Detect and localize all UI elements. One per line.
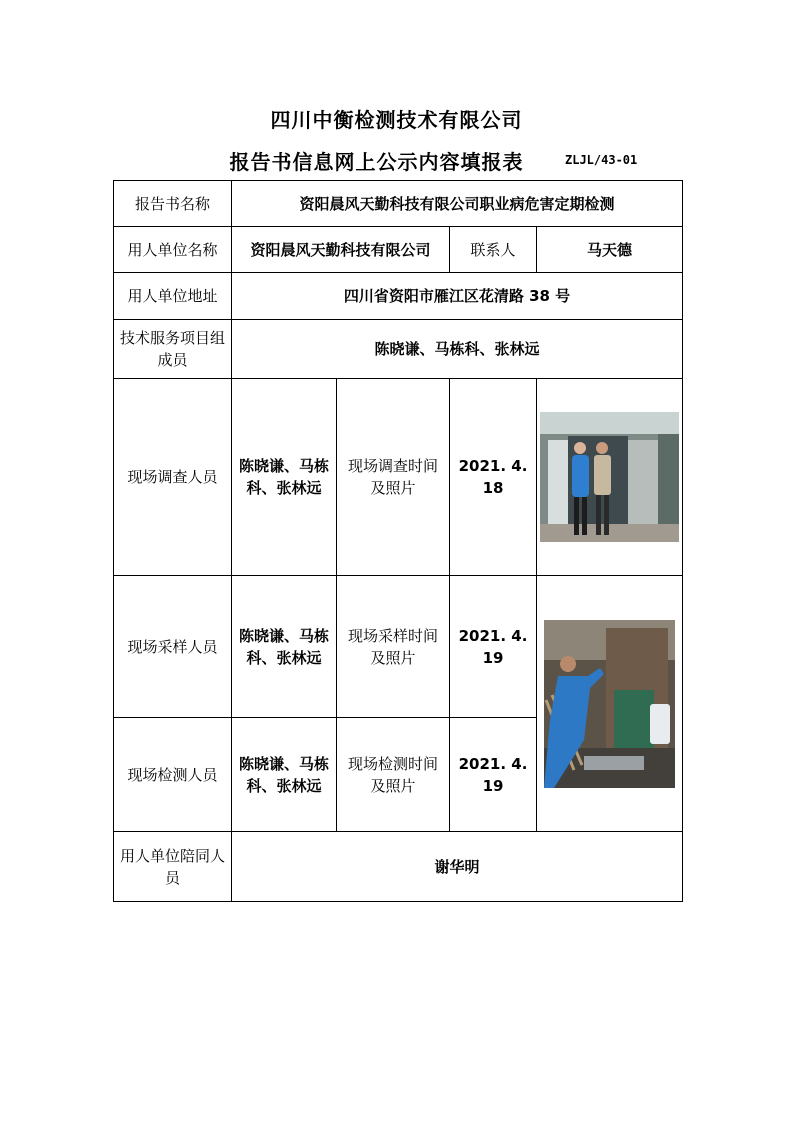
survey-time-label: 现场调查时间及照片	[337, 379, 450, 576]
row-team	[114, 320, 683, 379]
sampling-label: 现场采样人员	[114, 576, 232, 718]
sampling-photo-cell	[537, 576, 683, 832]
contact-label: 联系人	[450, 227, 537, 273]
report-name-label: 报告书名称	[114, 181, 232, 227]
company-name: 四川中衡检测技术有限公司	[270, 108, 523, 132]
address-label: 用人单位地址	[114, 273, 232, 320]
report-name-value: 资阳晨风天勤科技有限公司职业病危害定期检测	[232, 181, 683, 227]
employer-label: 用人单位名称	[114, 227, 232, 273]
team-value: 陈晓谦、马栋科、张林远	[232, 320, 683, 379]
testing-staff: 陈晓谦、马栋科、张林远	[232, 718, 337, 832]
row-report-name	[114, 181, 683, 227]
row-escort	[114, 832, 683, 902]
form-code: ZLJL/43-01	[565, 153, 638, 167]
row-survey	[114, 379, 683, 576]
form-title: 报告书信息网上公示内容填报表	[229, 150, 524, 174]
sampling-staff: 陈晓谦、马栋科、张林远	[232, 576, 337, 718]
testing-label: 现场检测人员	[114, 718, 232, 832]
survey-photo	[540, 412, 679, 542]
sampling-time-label: 现场采样时间及照片	[337, 576, 450, 718]
row-employer	[114, 227, 683, 273]
row-sampling	[114, 576, 683, 718]
survey-staff: 陈晓谦、马栋科、张林远	[232, 379, 337, 576]
escort-value: 谢华明	[232, 832, 683, 902]
survey-label: 现场调查人员	[114, 379, 232, 576]
row-address	[114, 273, 683, 320]
sampling-date: 2021. 4. 19	[450, 576, 537, 718]
contact-value: 马天德	[537, 227, 683, 273]
escort-label: 用人单位陪同人员	[114, 832, 232, 902]
testing-time-label: 现场检测时间及照片	[337, 718, 450, 832]
info-table	[113, 180, 683, 902]
testing-date: 2021. 4. 19	[450, 718, 537, 832]
employer-value: 资阳晨风天勤科技有限公司	[232, 227, 450, 273]
team-label: 技术服务项目组成员	[114, 320, 232, 379]
survey-date: 2021. 4. 18	[450, 379, 537, 576]
sampling-photo	[544, 620, 675, 788]
survey-photo-cell	[537, 379, 683, 576]
address-value: 四川省资阳市雁江区花清路 38 号	[232, 273, 683, 320]
